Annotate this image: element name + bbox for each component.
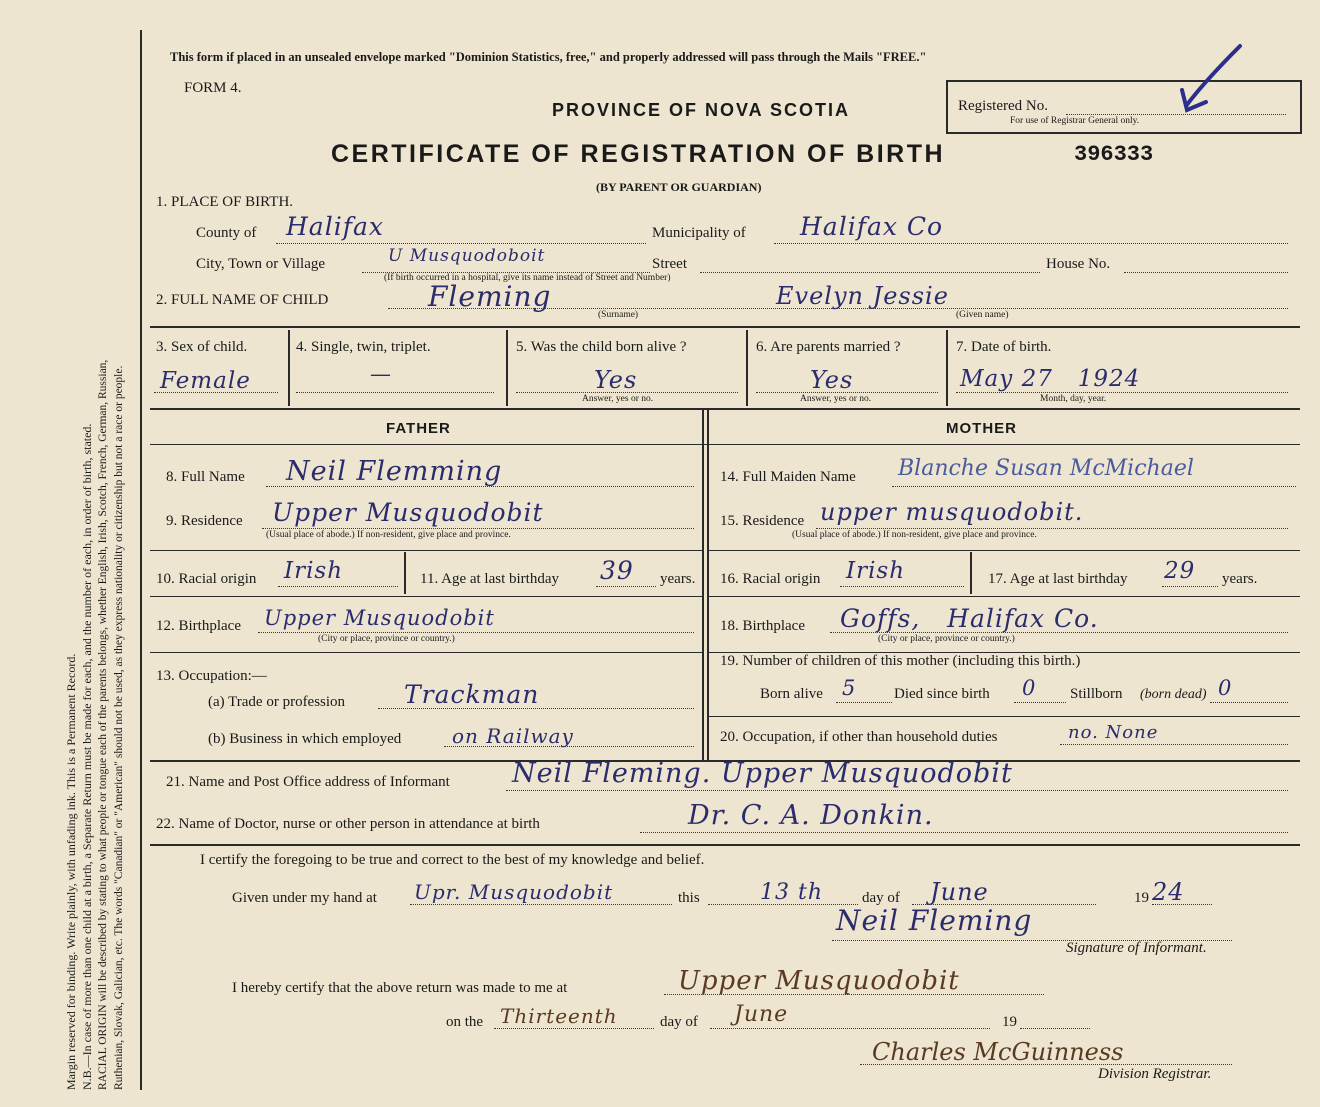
father-racial-label: 10. Racial origin [156,571,257,587]
surname-caption: (Surname) [598,310,639,320]
page-title: CERTIFICATE OF REGISTRATION OF BIRTH [331,140,946,168]
mother-birthplace-label: 18. Birthplace [720,618,805,634]
stillborn-count: 0 [1218,676,1233,700]
page-subtitle: (BY PARENT OR GUARDIAN) [596,180,762,194]
mother-occupation-label: 20. Occupation, if other than household duties [720,729,998,745]
informant-label: 21. Name and Post Office address of Informant [166,774,450,790]
registrar-day-of-label: day of [660,1014,698,1030]
registrar-month: June [734,1002,789,1027]
doctor-value: Dr. C. A. Donkin. [688,800,934,831]
parents-married-value: Yes [810,366,854,394]
father-years-label: years. [660,571,696,587]
father-residence: Upper Musquodobit [272,498,544,527]
business-label: (b) Business in which employed [208,731,402,747]
registrar-day: Thirteenth [500,1004,618,1028]
mother-residence-caption: (Usual place of abode.) If non-resident, give place and province. [792,530,1037,540]
side-note-multiple-births: N.B.—In case of more than one child at a birth, a Separate Return must be made for each, and the number of each, in order of birth, stated. [80,423,94,1090]
side-note-racial-origin-2: Ruthenian, Slovak, Galician, etc. The words "Canadian" or "American" should not be used, as they express nationality or citizenship but not a race or people. [113,365,125,1090]
father-age: 39 [600,556,634,585]
mother-birthplace-caption: (City or place, province or country.) [878,634,1015,644]
county-value: Halifax [286,212,384,241]
business-value: on Railway [452,724,574,748]
doctor-label: 22. Name of Doctor, nurse or other person in attendance at birth [156,816,540,832]
died-label: Died since birth [894,686,990,702]
mother-heading: MOTHER [946,420,1017,437]
parents-married-label: 6. Are parents married ? [756,339,901,355]
mother-racial-label: 16. Racial origin [720,571,821,587]
mother-birthplace: Goffs, Halifax Co. [840,604,1099,633]
date-of-birth-label: 7. Date of birth. [956,339,1052,355]
mother-years-label: years. [1222,571,1258,587]
born-alive-count: 5 [842,676,857,700]
father-birthplace: Upper Musquodobit [264,606,495,630]
given-under-label: Given under my hand at [232,890,377,906]
side-note-binding: Margin reserved for binding. Write plainly, with unfading ink. This is a Permanent Record. [64,653,78,1090]
date-of-birth-caption: Month, day, year. [1040,394,1107,404]
father-name-label: 8. Full Name [166,469,245,485]
mother-racial-origin: Irish [846,558,906,584]
sex-value: Female [160,368,251,394]
sex-label: 3. Sex of child. [156,339,248,355]
given-name-caption: (Given name) [956,310,1009,320]
mother-residence: upper musquodobit. [820,498,1084,526]
year-prefix: 19 [1134,890,1149,906]
plurality-label: 4. Single, twin, triplet. [296,339,431,355]
date-of-birth-value: May 27 1924 [960,366,1141,392]
mother-age-label: 17. Age at last birthday [988,571,1128,587]
parents-married-caption: Answer, yes or no. [800,394,872,404]
registrar-signature: Charles McGuinness [872,1038,1124,1066]
registrar-year-prefix: 19 [1002,1014,1017,1030]
mother-residence-label: 15. Residence [720,513,805,529]
place-of-birth-label: 1. PLACE OF BIRTH. [156,194,294,210]
died-count: 0 [1022,676,1037,700]
given-month: June [930,878,989,906]
father-heading: FATHER [386,420,451,437]
children-count-label: 19. Number of children of this mother (including this birth.) [720,653,1081,669]
trade-value: Trackman [404,680,540,709]
street-label: Street [652,256,687,272]
margin-rule [140,30,142,1090]
born-alive-count-label: Born alive [760,686,823,702]
registrar-note: For use of Registrar General only. [1010,116,1140,126]
this-label: this [678,890,700,906]
on-the-label: on the [446,1014,484,1030]
father-occupation-label: 13. Occupation:— [156,668,267,684]
informant-signature-caption: Signature of Informant. [1066,940,1207,956]
city-value: U Musquodoboit [388,246,546,266]
mother-name: Blanche Susan McMichael [898,456,1194,481]
father-racial-origin: Irish [284,558,344,584]
certificate-number: 396333 [1074,142,1154,167]
registrar-caption: Division Registrar. [1098,1066,1212,1082]
mother-age: 29 [1164,558,1196,584]
father-residence-label: 9. Residence [166,513,243,529]
trade-label: (a) Trade or profession [208,694,346,710]
born-alive-caption: Answer, yes or no. [582,394,654,404]
informant-value: Neil Fleming. Upper Musquodobit [512,758,1013,789]
year-suffix: 24 [1152,878,1185,906]
house-number-label: House No. [1046,256,1111,272]
registrar-statement: I hereby certify that the above return was made to me at [232,980,568,996]
informant-signature: Neil Fleming [836,904,1033,937]
child-name-label: 2. FULL NAME OF CHILD [156,292,329,308]
hospital-note: (If birth occurred in a hospital, give its name instead of Street and Number) [384,273,671,283]
mother-name-label: 14. Full Maiden Name [720,469,856,485]
father-birthplace-label: 12. Birthplace [156,618,241,634]
child-surname: Fleming [428,280,552,313]
stillborn-label: Stillborn [1070,686,1123,702]
mother-occupation: no. None [1068,722,1159,743]
day-of-label: day of [862,890,900,906]
registered-label: Registered No. [958,98,1048,114]
father-birthplace-caption: (City or place, province or country.) [318,634,455,644]
municipality-value: Halifax Co [800,212,944,241]
registrar-place: Upper Musquodobit [678,966,960,996]
province-title: PROVINCE OF NOVA SCOTIA [552,100,851,120]
plurality-value: — [370,362,392,386]
given-place: Upr. Musquodobit [414,880,614,904]
given-day: 13 th [760,880,823,905]
child-given-name: Evelyn Jessie [776,282,949,310]
born-alive-label: 5. Was the child born alive ? [516,339,687,355]
municipality-label: Municipality of [652,225,746,241]
form-number: FORM 4. [184,80,242,96]
born-alive-value: Yes [594,366,638,394]
check-mark-icon [1178,40,1248,120]
father-residence-caption: (Usual place of abode.) If non-resident, give place and province. [266,530,511,540]
stillborn-note: (born dead) [1140,687,1207,702]
father-age-label: 11. Age at last birthday [420,571,559,587]
mail-notice: This form if placed in an unsealed envelope marked "Dominion Statistics, free," and properly addressed will pass through the Mails "FREE." [170,50,927,64]
father-name: Neil Flemming [286,456,503,487]
city-label: City, Town or Village [196,256,326,272]
county-label: County of [196,225,257,241]
side-note-racial-origin: RACIAL ORIGIN will be described by stating to what people or tongue each of the parents belongs, whether English, Irish, Scotch, French, German, Russian, [97,359,109,1090]
informant-statement: I certify the foregoing to be true and correct to the best of my knowledge and belief. [200,852,705,868]
